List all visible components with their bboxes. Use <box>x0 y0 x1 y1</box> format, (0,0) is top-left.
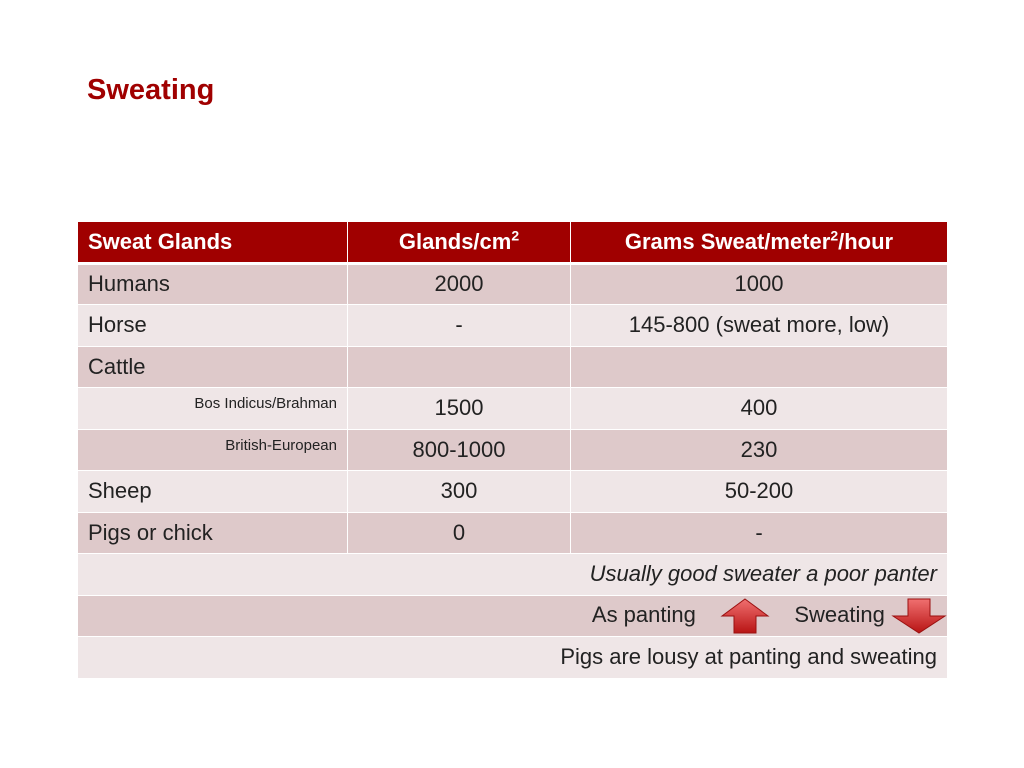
page-title: Sweating <box>87 74 215 106</box>
sweat-glands-table <box>77 221 948 679</box>
grams-value: 145-800 (sweat more, low) <box>571 305 948 347</box>
grams-value: 230 <box>571 429 948 471</box>
table-row <box>78 512 948 554</box>
glands-value: 800-1000 <box>348 429 571 471</box>
column-header-sweat-glands: Sweat Glands <box>78 222 348 264</box>
table-row <box>78 429 948 471</box>
arrow-down-icon <box>891 597 947 635</box>
note-sweating-label: Sweating <box>794 601 885 627</box>
table-header-row <box>78 222 948 264</box>
note-pigs: Pigs are lousy at panting and sweating <box>78 637 948 679</box>
row-label-sub: Bos Indicus/Brahman <box>78 388 348 430</box>
header-text: Grams Sweat/meter <box>624 228 831 254</box>
glands-value: 2000 <box>348 263 571 305</box>
glands-value: 0 <box>348 512 571 554</box>
column-header-glands-per-cm2 <box>348 222 571 264</box>
row-label: Sheep <box>78 471 348 513</box>
table-note-row <box>78 595 948 637</box>
table-note-row <box>78 637 948 679</box>
table-note-row <box>78 554 948 596</box>
grams-value: 50-200 <box>571 471 948 513</box>
grams-value: 1000 <box>571 263 948 305</box>
note-panting-sweating <box>78 595 948 637</box>
grams-value <box>571 346 948 388</box>
table-row <box>78 346 948 388</box>
glands-value: - <box>348 305 571 347</box>
note-panting-label: As panting <box>591 601 696 627</box>
table-row <box>78 263 948 305</box>
note-good-sweater: Usually good sweater a poor panter <box>78 554 948 596</box>
grams-value: 400 <box>571 388 948 430</box>
table-row <box>78 305 948 347</box>
table-row <box>78 471 948 513</box>
row-label: Horse <box>78 305 348 347</box>
column-header-grams-sweat <box>571 222 948 264</box>
grams-value: - <box>571 512 948 554</box>
row-label: Pigs or chick <box>78 512 348 554</box>
header-text: Glands/cm <box>398 228 512 254</box>
row-label: Cattle <box>78 346 348 388</box>
header-text-tail: /hour <box>838 228 894 254</box>
glands-value <box>348 346 571 388</box>
row-label-sub: British-European <box>78 429 348 471</box>
glands-value: 300 <box>348 471 571 513</box>
table-row <box>78 388 948 430</box>
header-superscript: 2 <box>830 227 839 244</box>
header-superscript: 2 <box>511 227 520 244</box>
glands-value: 1500 <box>348 388 571 430</box>
row-label: Humans <box>78 263 348 305</box>
arrow-up-icon <box>720 597 770 635</box>
